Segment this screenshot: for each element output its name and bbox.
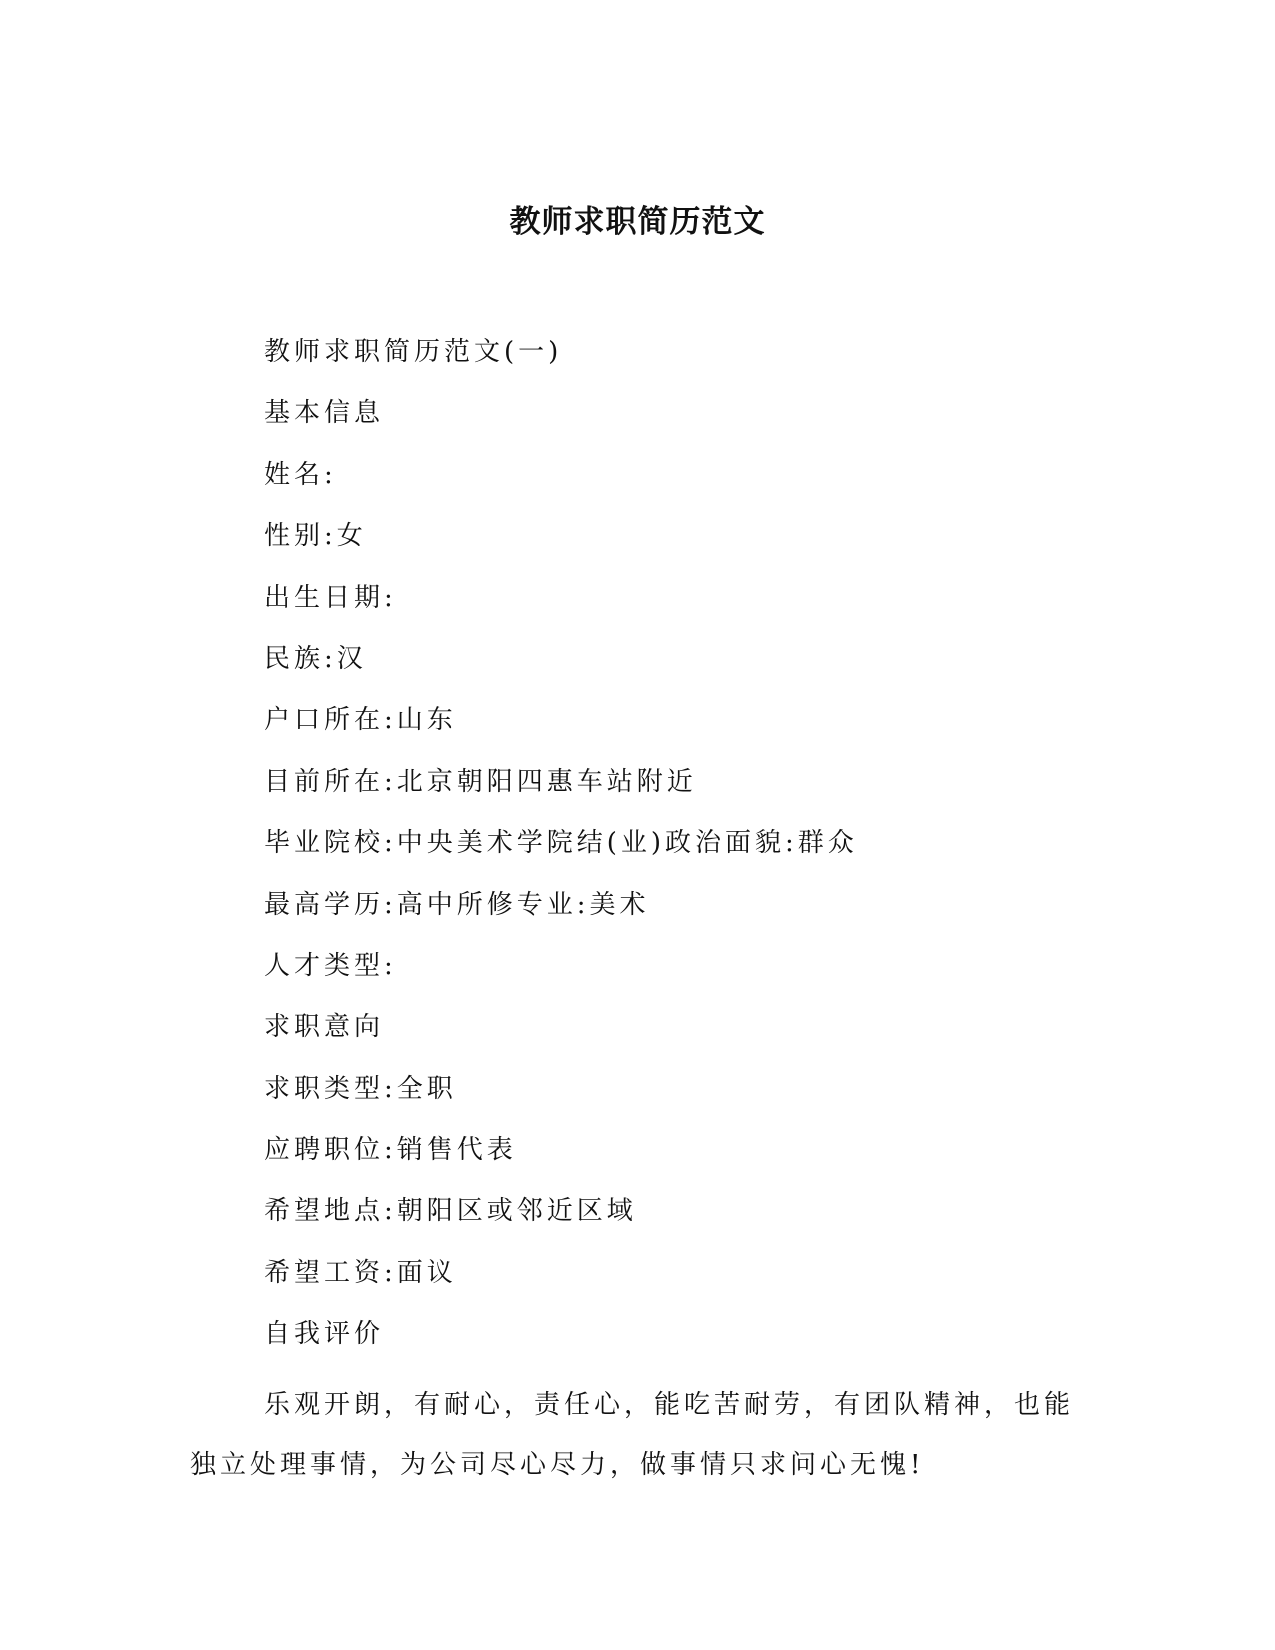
field-job-type: 求职类型:全职 bbox=[264, 1073, 457, 1104]
field-gender: 性别:女 bbox=[264, 521, 367, 552]
field-birth-date: 出生日期: bbox=[264, 582, 397, 613]
section-heading-basic-info: 基本信息 bbox=[264, 398, 385, 429]
field-household-registration: 户口所在:山东 bbox=[264, 705, 457, 736]
document-title: 教师求职简历范文 bbox=[509, 204, 766, 240]
resume-lines bbox=[264, 330, 1084, 1374]
field-desired-location: 希望地点:朝阳区或邻近区域 bbox=[264, 1196, 637, 1227]
field-ethnicity: 民族:汉 bbox=[264, 643, 367, 674]
self-evaluation-paragraph: 乐观开朗，有耐心，责任心，能吃苦耐劳，有团队精神，也能独立处理事情，为公司尽心尽力，做事情只求问心无愧! bbox=[190, 1390, 1075, 1480]
field-education-and-major: 最高学历:高中所修专业:美术 bbox=[264, 889, 650, 920]
field-desired-salary: 希望工资:面议 bbox=[264, 1257, 457, 1288]
section-heading-self-evaluation: 自我评价 bbox=[264, 1319, 385, 1350]
field-current-location: 目前所在:北京朝阳四惠车站附近 bbox=[264, 766, 697, 797]
field-position: 应聘职位:销售代表 bbox=[264, 1135, 517, 1166]
field-school-and-politics: 毕业院校:中央美术学院结(业)政治面貌:群众 bbox=[264, 828, 858, 859]
field-name: 姓名: bbox=[264, 459, 337, 490]
field-talent-type: 人才类型: bbox=[264, 950, 397, 981]
section-heading-job-intention: 求职意向 bbox=[264, 1012, 385, 1043]
section-heading-resume-one: 教师求职简历范文(一) bbox=[264, 337, 563, 367]
